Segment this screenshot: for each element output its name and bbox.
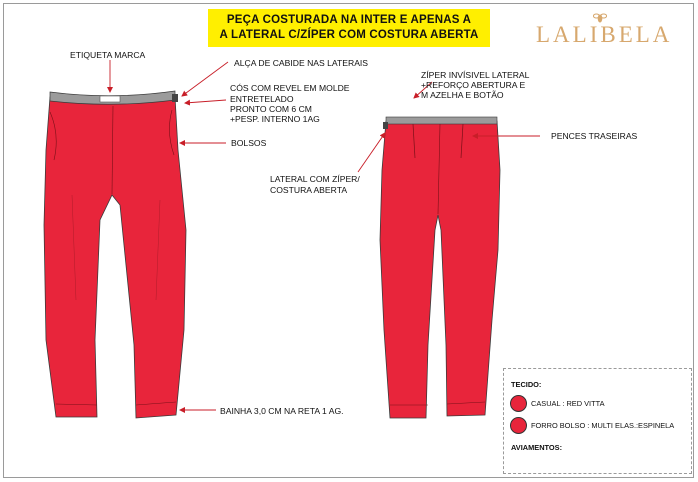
header-line-2: A LATERAL C/ZÍPER COM COSTURA ABERTA	[219, 29, 479, 41]
brand-label-tag	[100, 96, 120, 102]
hanger-loop-icon	[172, 94, 178, 102]
waistband-callout-1: CÓS COM REVEL EM MOLDE	[230, 83, 350, 93]
fabric-swatch-casual	[510, 395, 527, 412]
fabric-legend	[503, 368, 692, 474]
waistband-callout-2: ENTRETELADO	[230, 94, 294, 104]
label-tag-callout: ETIQUETA MARCA	[70, 50, 146, 60]
back-pants-body	[380, 121, 500, 418]
fabric-item-lining: FORRO BOLSO : MULTI ELAS.:ESPINELA	[531, 421, 675, 430]
front-pants	[44, 91, 186, 418]
zipper-tab-icon	[383, 122, 388, 129]
waistband-callout-3: PRONTO COM 6 CM	[230, 104, 312, 114]
fabric-title: TECIDO:	[511, 380, 542, 389]
side-zipper-callout-1: LATERAL COM ZÍPER/	[270, 174, 360, 184]
front-pants-body	[44, 97, 186, 418]
pockets-callout: BOLSOS	[231, 138, 267, 148]
trims-title: AVIAMENTOS:	[511, 443, 563, 452]
fabric-item-casual: CASUAL : RED VITTA	[531, 399, 605, 408]
zipper-callout-3: M AZELHA E BOTÃO	[421, 90, 504, 100]
brand-name: LALIBELA	[536, 22, 673, 47]
waistband-callout-4: +PESP. INTERNO 1AG	[230, 114, 320, 124]
fabric-swatch-lining	[510, 417, 527, 434]
back-waistband	[386, 117, 497, 124]
arrow-waistband	[185, 100, 226, 103]
side-zipper-callout-2: COSTURA ABERTA	[270, 185, 348, 195]
arrow-side-seam	[358, 133, 385, 172]
hem-callout: BAINHA 3,0 CM NA RETA 1 AG.	[220, 406, 344, 416]
hanger-loop-callout: ALÇA DE CABIDE NAS LATERAIS	[234, 58, 369, 68]
darts-callout: PENCES TRASEIRAS	[551, 131, 638, 141]
back-pants	[380, 117, 500, 418]
zipper-callout-2: +REFORÇO ABERTURA E	[421, 80, 526, 90]
arrow-hanger-loop	[182, 62, 228, 96]
header-line-1: PEÇA COSTURADA NA INTER E APENAS A	[226, 14, 472, 26]
zipper-callout-1: ZÍPER INVÍSIVEL LATERAL	[421, 70, 530, 80]
